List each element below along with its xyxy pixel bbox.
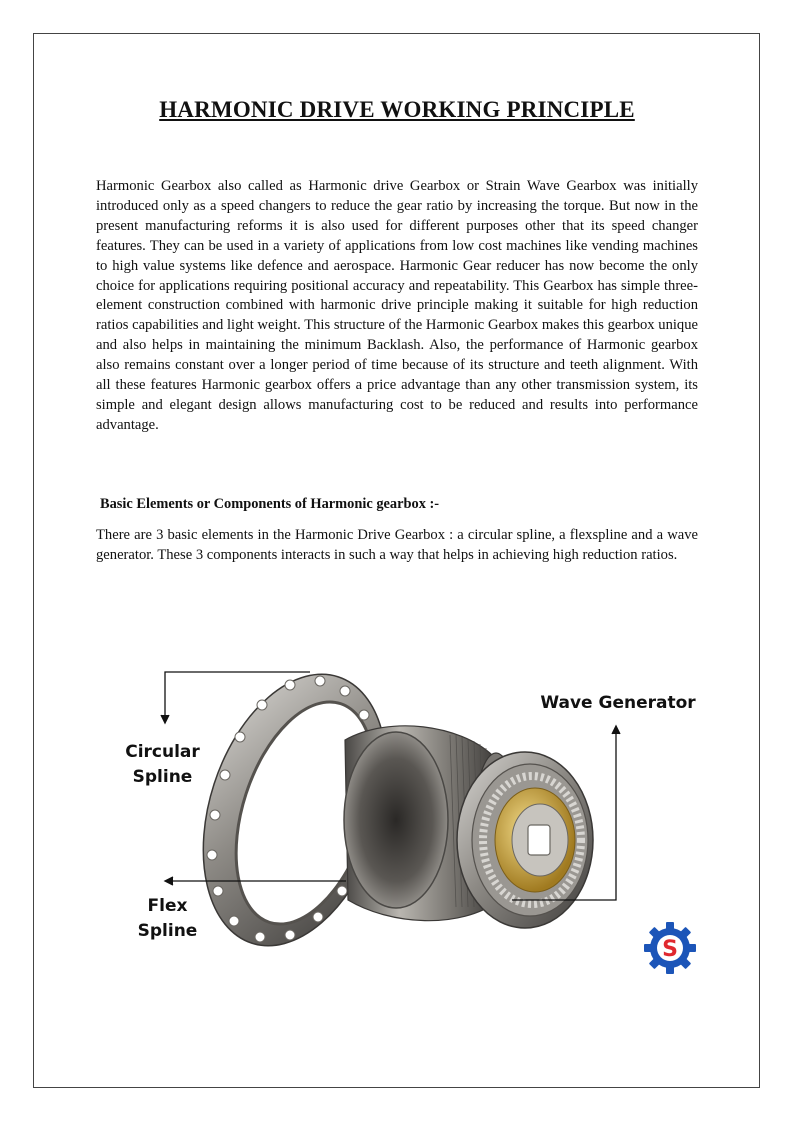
company-logo-icon — [642, 920, 698, 976]
circular-spline-label-line1: Circular — [125, 742, 200, 762]
wave-generator-label: Wave Generator — [540, 693, 696, 713]
flex-spline-label-line1: Flex — [147, 896, 188, 916]
flex-spline-label-line2: Spline — [137, 921, 198, 941]
wave-generator — [457, 752, 593, 928]
circular-spline-label-line2: Spline — [132, 767, 193, 787]
logo-letter: S — [662, 937, 678, 962]
section-paragraph: There are 3 basic elements in the Harmonic Drive Gearbox : a circular spline, a flexspline and a wave generator. These 3 components interacts in such a way that helps in achieving high reduction ratios. — [96, 527, 698, 563]
intro-paragraph: Harmonic Gearbox also called as Harmonic drive Gearbox or Strain Wave Gearbox was initially introduced only as a speed changers to reduce the gear ratio by increasing the torque. But now in the present manufacturing reforms it is also used for different purposes other that its speed changer features. They can be used in a variety of applications from low cost machines like vending machines to high value systems like defence and aerospace. Harmonic Gear reducer has now become the only choice for applications requiring positional accuracy and repeatability. This Gearbox has simple three-element construction combined with harmonic drive principle making it suitable for high reduction ratios capabilities and light weight. This structure of the Harmonic Gearbox makes this gearbox unique and also helps in maintaining the minimum Backlash. Also, the performance of Harmonic gearbox also remains constant over a longer period of time because of its structure and teeth alignment. With all these features Harmonic gearbox offers a price advantage than any other transmission system, its simple and elegant design allows manufacturing cost to be reduced and results into performance advantage. — [96, 178, 698, 433]
section-heading: Basic Elements or Components of Harmonic gearbox :- — [100, 496, 440, 512]
page-title: HARMONIC DRIVE WORKING PRINCIPLE — [159, 97, 635, 122]
flex-spline-label — [125, 894, 210, 944]
circular-spline-label — [115, 740, 210, 790]
